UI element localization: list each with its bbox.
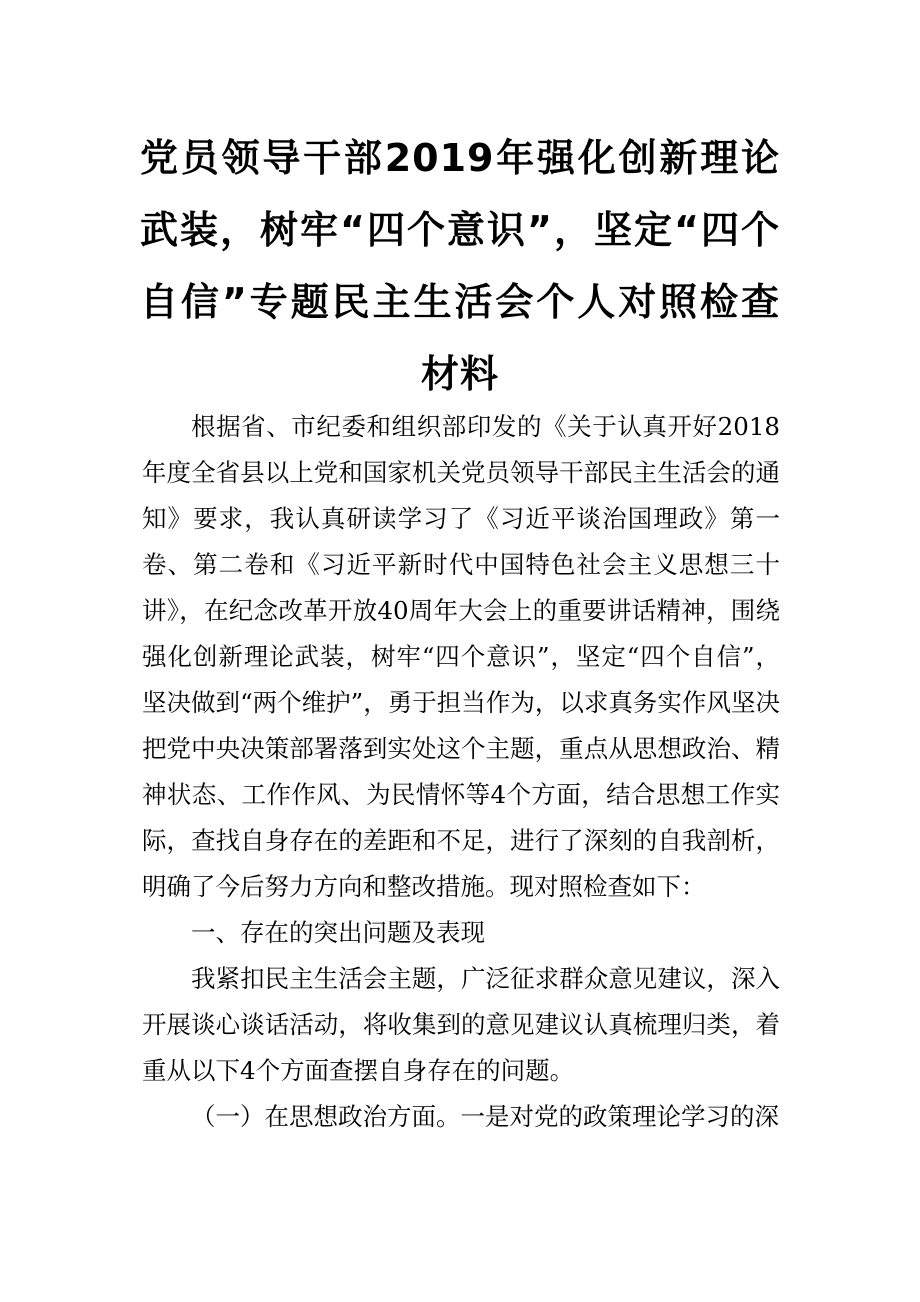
paragraph-problems-overview: 我紧扣民主生活会主题，广泛征求群众意见建议，深入开展谈心谈话活动，将收集到的意见建议认真梳理归类，着重从以下4个方面查摆自身存在的问题。 — [142, 964, 780, 1085]
document-title: 党员领导干部2019年强化创新理论武装，树牢“四个意识”，坚定“四个自信”专题民主生活会个人对照检查材料 — [140, 136, 780, 396]
section-heading-problems: 一、存在的突出问题及表现 — [191, 918, 485, 947]
paragraph-intro: 根据省、市纪委和组织部印发的《关于认真开好2018年度全省县以上党和国家机关党员领导干部民主生活会的通知》要求，我认真研读学习了《习近平谈治国理政》第一卷、第二卷和《习近平新时代中国特色社会主义思想三十讲》，在纪念改革开放40周年大会上的重要讲话精神，围绕强化创新理论武装，树牢“四个意识”，坚定“四个自信”，坚决做到“两个维护”，勇于担当作为，以求真务实作风坚决把党中央决策部署落到实处这个主题，重点从思想政治、精神状态、工作作风、为民情怀等4个方面，结合思想工作实际，查找自身存在的差距和不足，进行了深刻的自我剖析，明确了今后努力方向和整改措施。现对照检查如下： — [142, 412, 780, 901]
document-body — [142, 404, 780, 1140]
paragraph-ideological-political: （一）在思想政治方面。一是对党的政策理论学习的深 — [191, 1102, 779, 1131]
